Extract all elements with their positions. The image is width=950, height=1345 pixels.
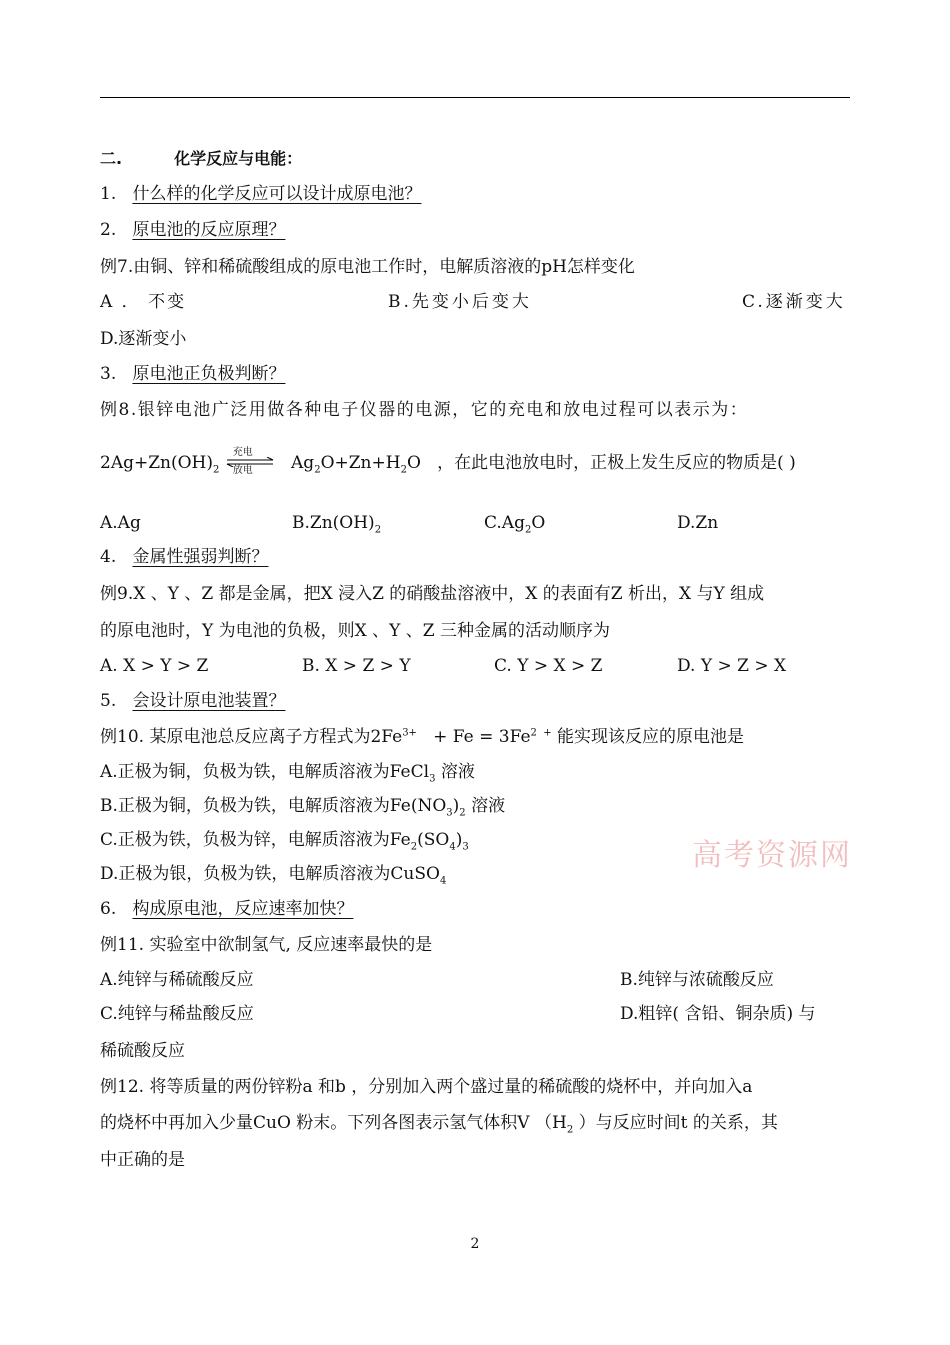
question-text: 构成原电池，反应速率加快？ [132,899,354,919]
example-9-option-b: B. X > Z > Y [302,656,411,676]
option-text: B.正极为铜，负极为铁，电解质溶液为Fe(NO [100,796,447,816]
question-6 [100,897,353,921]
example-10-option-b [100,794,505,818]
option-text: (SO [417,830,450,850]
equation-right: Ag [291,453,315,473]
subscript: 2 [524,524,532,536]
example-12-line-1: 例12. 将等质量的两份锌粉a 和b ，分别加入两个盛过量的稀硫酸的烧杯中，并向加入a [100,1077,753,1097]
example-8-option-d: D.Zn [677,513,719,533]
equation-right: O [406,453,421,473]
option-text: D.正极为银，负极为铁，电解质溶液为CuSO [100,864,440,884]
equation-right: O+Zn+H [320,453,401,473]
subscript: 2 [314,464,321,476]
question-number: 6. [100,899,117,919]
example-7-option-b: B.先变小后变大 [388,292,532,312]
question-number: 5. [100,691,117,711]
option-text: B.Zn(OH) [292,513,375,533]
subscript: 2 [374,524,382,536]
example-7-option-a: A ． 不变 [100,292,187,312]
superscript: 2 + [530,727,552,739]
question-5 [100,689,285,713]
example-9-option-a: A. X > Y > Z [100,656,209,676]
example-12-line-2 [100,1111,778,1135]
option-text: C.正极为铁，负极为锌，电解质溶液为Fe [100,830,411,850]
subscript: 4 [439,875,447,887]
question-number: 3. [100,364,117,384]
example-11-stem: 例11. 实验室中欲制氢气, 反应速率最快的是 [100,935,433,955]
question-number: 2. [100,220,117,240]
section-heading [100,147,302,171]
page-number: 2 [470,1236,480,1252]
question-2 [100,218,285,242]
example-7-stem: 例7.由铜、锌和稀硫酸组成的原电池工作时，电解质溶液的pH怎样变化 [100,257,635,277]
reversible-arrow-icon [225,446,275,476]
example-9-line-2: 的原电池时，Y 为电池的负极，则X 、Y 、Z 三种金属的活动顺序为 [100,621,610,641]
question-4 [100,545,268,569]
option-text: A.正极为铜，负极为铁，电解质溶液为FeCl [100,762,430,782]
question-text: 会设计原电池装置？ [132,691,286,711]
question-3 [100,362,285,386]
question-text: 什么样的化学反应可以设计成原电池？ [132,184,422,204]
example-11-option-d: D.粗锌( 含铅、铜杂质) 与 [620,1004,816,1024]
example-8-equation [100,446,796,476]
question-text: 金属性强弱判断？ [132,547,269,567]
example-7-option-d: D.逐渐变小 [100,329,187,349]
question-number: 1. [100,184,117,204]
question-number: 4. [100,547,117,567]
example-9-option-c: C. Y > X > Z [494,656,603,676]
example-8-option-a: A.Ag [100,513,141,533]
example-11-option-b: B.纯锌与浓硫酸反应 [620,970,774,990]
subscript: 4 [449,841,456,853]
question-text: 原电池的反应原理？ [132,220,286,240]
subscript: 2 [400,464,407,476]
option-text: O [531,513,546,533]
equation-tail: ，在此电池放电时，正极上发生反应的物质是( ) [437,453,796,473]
header-rule [100,97,850,98]
example-9-option-d: D. Y > Z > X [677,656,787,676]
stem-text: 的烧杯中再加入少量CuO 粉末。下列各图表示氢气体积V （H [100,1113,567,1133]
subscript: 2 [566,1124,574,1136]
stem-text: + Fe = 3Fe [416,727,531,747]
example-10-option-a [100,760,475,784]
example-11-option-a: A.纯锌与稀硫酸反应 [100,970,254,990]
example-10-option-d [100,862,446,886]
stem-text: 能实现该反应的原电池是 [551,727,745,747]
example-10-stem [100,725,744,749]
equation-left: 2Ag+Zn(OH) [100,453,214,473]
example-10-option-c [100,828,469,852]
superscript: 3+ [402,727,417,739]
subscript: 3 [429,773,436,785]
subscript: 3 [462,841,469,853]
example-8-stem: 例8.银锌电池广泛用做各种电子仪器的电源，它的充电和放电过程可以表示为： [100,400,749,420]
option-text: ) [452,796,460,816]
option-text: 溶液 [435,762,475,782]
question-1 [100,182,421,206]
stem-text: 例10. 某原电池总反应离子方程式为2Fe [100,727,403,747]
question-text: 原电池正负极判断？ [132,364,286,384]
section-title: 化学反应与电能： [174,149,303,168]
subscript: 3 [446,807,453,819]
example-7-option-c: C.逐渐变大 [742,292,846,312]
stem-text: ）与反应时间t 的关系，其 [573,1113,778,1133]
example-9-line-1: 例9.X 、Y 、Z 都是金属，把X 浸入Z 的硝酸盐溶液中，X 的表面有Z 析出，X 与Y 组成 [100,584,765,604]
subscript: 2 [459,807,466,819]
option-text: 溶液 [465,796,506,816]
watermark: 高考资源网 [692,838,852,873]
option-text: C.Ag [484,513,525,533]
arrow-top-label: 充电 [232,446,253,458]
example-11-option-c: C.纯锌与稀盐酸反应 [100,1004,254,1024]
arrow-bottom-label: 放电 [232,464,253,476]
section-number: 二. [100,149,123,168]
example-8-option-c [484,511,545,535]
example-11-option-d-continued: 稀硫酸反应 [100,1041,185,1061]
subscript: 2 [410,841,418,853]
example-8-option-b [292,511,381,535]
subscript: 2 [213,464,220,476]
option-text: ) [455,830,463,850]
example-12-line-3: 中正确的是 [100,1150,185,1170]
